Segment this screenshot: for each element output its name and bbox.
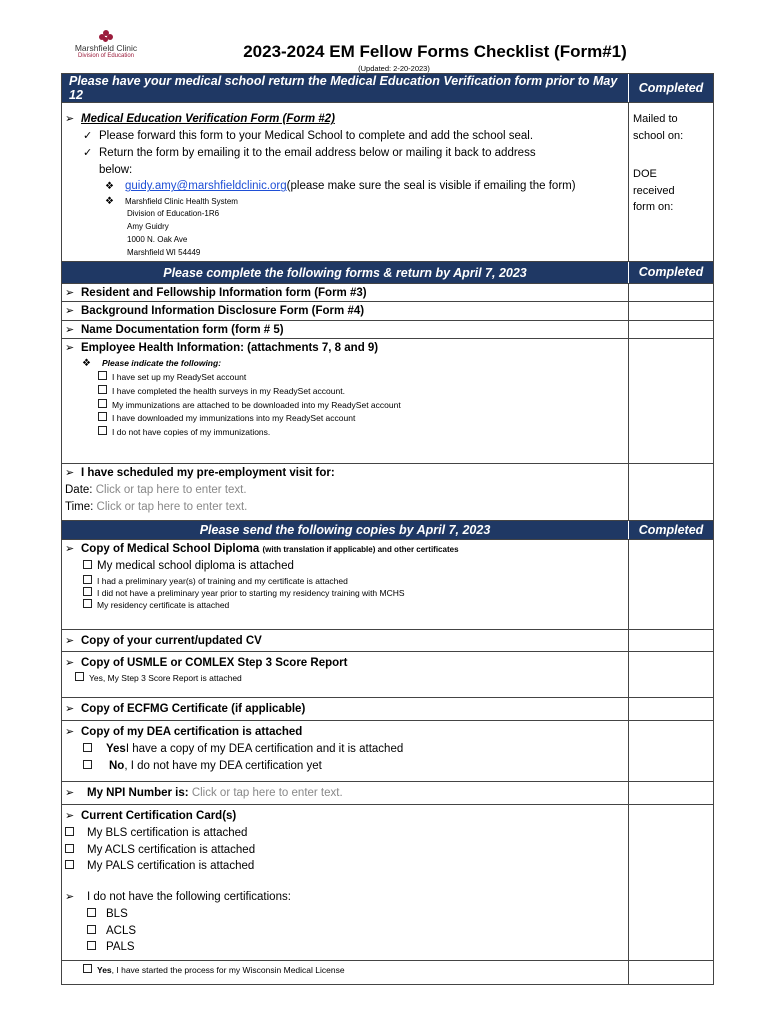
med-ed-form-item: Medical Education Verification Form (Form #2)	[81, 113, 335, 125]
option-label: My BLS certification is attached	[87, 826, 248, 839]
section1-completed: Completed	[638, 80, 704, 95]
cert-label: Current Certification Card(s)	[81, 810, 237, 822]
arrow-icon: ➢	[65, 324, 75, 336]
address-line: 1000 N. Oak Ave	[127, 234, 188, 244]
arrow-icon: ➢	[65, 657, 75, 669]
form4-completed-cell[interactable]	[629, 302, 713, 320]
form5-label: Name Documentation form (form # 5)	[81, 324, 284, 336]
option-label: I have completed the health surveys in my ReadySet account.	[112, 386, 345, 397]
cv-row	[62, 630, 713, 652]
arrow-icon: ➢	[65, 342, 75, 354]
updated-date: (Updated: 2-20-2023)	[358, 64, 430, 73]
doe-received-label: DOE received form on:	[633, 168, 675, 213]
dea-yes-text: I have a copy of my DEA certification and it is attached	[125, 742, 404, 755]
option-label: I do not have copies of my immunizations.	[112, 426, 271, 437]
form5-row	[62, 321, 713, 339]
license-checkbox[interactable]	[83, 964, 92, 973]
cv-completed-cell[interactable]	[629, 630, 713, 651]
usmle-row	[62, 652, 713, 698]
logo-name: Marshfield Clinic	[74, 43, 138, 53]
check2-text-cont: below:	[99, 163, 133, 176]
section3-header	[62, 521, 713, 540]
email-note: (please make sure the seal is visible if emailing the form)	[286, 180, 576, 193]
arrow-icon: ➢	[65, 467, 75, 479]
form4-label: Background Information Disclosure Form (Form #4)	[81, 305, 365, 317]
form3-completed-cell[interactable]	[629, 284, 713, 301]
date-label: Date:	[65, 483, 93, 496]
arrow-icon: ➢	[65, 287, 75, 299]
option-label: My immunizations are attached to be downloaded into my ReadySet account	[112, 399, 401, 410]
page-title: 2023-2024 EM Fellow Forms Checklist (Form#1)	[243, 42, 627, 61]
arrow-icon: ➢	[65, 305, 75, 317]
mailing-address	[65, 208, 625, 259]
time-label: Time:	[65, 500, 94, 513]
arrow-icon: ➢	[65, 543, 75, 555]
option-label: ACLS	[106, 924, 137, 937]
form4-row	[62, 302, 713, 321]
check2-text: Return the form by emailing it to the email address below or mailing it back to address	[99, 146, 536, 159]
ecfmg-row	[62, 698, 713, 721]
diploma-label: Copy of Medical School Diploma	[81, 543, 260, 555]
option-label: I did not have a preliminary year prior to starting my residency training with MCHS	[97, 587, 405, 598]
dea-no-text: , I do not have my DEA certification yet	[124, 759, 322, 772]
npi-completed-cell[interactable]	[629, 782, 713, 804]
certification-completed-cell[interactable]	[629, 805, 713, 960]
residency-certificate-checkbox[interactable]	[83, 599, 92, 608]
ecfmg-completed-cell[interactable]	[629, 698, 713, 720]
diploma-note: (with translation if applicable) and other certificates	[262, 545, 459, 554]
section3-title: Please send the following copies by April 7, 2023	[199, 523, 491, 537]
npi-label: My NPI Number is:	[87, 787, 189, 799]
address-line: Amy Guidry	[127, 221, 169, 231]
immunizations-downloaded-checkbox[interactable]	[98, 412, 107, 421]
address-line: Division of Education-1R6	[127, 209, 220, 219]
logo-division: Division of Education	[77, 53, 135, 60]
no-prelim-checkbox[interactable]	[83, 587, 92, 596]
visit-label: I have scheduled my pre-employment visit for:	[81, 467, 335, 479]
time-input[interactable]: Click or tap here to enter text.	[96, 500, 248, 513]
checkmark-icon: ✓	[83, 146, 93, 159]
form5-completed-cell[interactable]	[629, 321, 713, 338]
license-yes-bold: Yes	[97, 965, 112, 975]
dea-completed-cell[interactable]	[629, 721, 713, 781]
health-label: Employee Health Information: (attachments 7, 8 and 9)	[81, 342, 379, 354]
bls-checkbox[interactable]	[65, 827, 74, 836]
ecfmg-label: Copy of ECFMG Certificate (if applicable)	[81, 703, 306, 715]
no-pals-checkbox[interactable]	[87, 941, 96, 950]
section1-header	[62, 74, 713, 103]
health-completed-cell[interactable]	[629, 339, 713, 463]
diamond-bullet-icon: ❖	[105, 181, 114, 193]
health-row	[62, 339, 713, 464]
option-label: PALS	[106, 941, 135, 954]
license-text: , I have started the process for my Wisconsin Medical License	[111, 965, 345, 975]
arrow-icon: ➢	[65, 635, 75, 647]
arrow-icon: ➢	[65, 703, 75, 715]
diploma-row	[62, 540, 713, 630]
address-line: Marshfield Clinic Health System	[125, 197, 238, 207]
option-label: My PALS certification is attached	[87, 860, 255, 873]
section3-completed: Completed	[638, 522, 704, 537]
no-acls-checkbox[interactable]	[87, 925, 96, 934]
address-line: Marshfield WI 54449	[127, 247, 201, 257]
pals-checkbox[interactable]	[65, 860, 74, 869]
logo-mark-icon	[99, 30, 113, 42]
readyset-setup-checkbox[interactable]	[98, 371, 107, 380]
diamond-bullet-icon: ❖	[82, 357, 91, 369]
date-input[interactable]: Click or tap here to enter text.	[95, 483, 247, 496]
acls-checkbox[interactable]	[65, 844, 74, 853]
usmle-completed-cell[interactable]	[629, 652, 713, 697]
prelim-certificate-checkbox[interactable]	[83, 575, 92, 584]
option-label: BLS	[106, 907, 128, 920]
npi-input[interactable]: Click or tap here to enter text.	[191, 787, 343, 799]
dea-yes-bold: Yes	[106, 742, 126, 755]
visit-completed-cell[interactable]	[629, 464, 713, 520]
usmle-attached-checkbox[interactable]	[75, 672, 84, 681]
checkmark-icon: ✓	[83, 129, 93, 142]
arrow-icon: ➢	[65, 787, 75, 799]
form3-label: Resident and Fellowship Information form (Form #3)	[81, 287, 367, 299]
no-bls-checkbox[interactable]	[87, 908, 96, 917]
no-immunizations-checkbox[interactable]	[98, 426, 107, 435]
dea-no-checkbox[interactable]	[83, 760, 92, 769]
arrow-icon: ➢	[65, 726, 75, 738]
license-completed-cell[interactable]	[629, 961, 713, 984]
option-label: I have downloaded my immunizations into my ReadySet account	[112, 413, 356, 424]
diploma-attached-checkbox[interactable]	[83, 560, 92, 569]
option-label: I have set up my ReadySet account	[112, 372, 247, 383]
diamond-bullet-icon: ❖	[105, 196, 114, 208]
option-label: I had a preliminary year(s) of training and my certificate is attached	[97, 575, 348, 586]
certification-row	[62, 805, 713, 961]
license-row	[62, 961, 713, 984]
dea-no-bold: No	[109, 759, 125, 772]
option-label: My residency certificate is attached	[97, 600, 230, 611]
immunizations-attached-checkbox[interactable]	[98, 399, 107, 408]
email-link[interactable]: guidy.amy@marshfieldclinic.org	[125, 180, 287, 193]
section1-body	[62, 103, 713, 262]
section2-header	[62, 262, 713, 284]
option-label: Yes, My Step 3 Score Report is attached	[89, 672, 242, 683]
arrow-icon: ➢	[65, 113, 75, 125]
indicate-label: Please indicate the following:	[102, 357, 222, 368]
cv-label: Copy of your current/updated CV	[81, 635, 262, 647]
section2-title: Please complete the following forms & return by April 7, 2023	[163, 265, 527, 280]
npi-row	[62, 782, 713, 805]
diploma-completed-cell[interactable]	[629, 540, 713, 629]
section2-completed: Completed	[638, 265, 704, 280]
dea-yes-checkbox[interactable]	[83, 743, 92, 752]
mailed-to-school-label: Mailed to school on:	[633, 113, 684, 142]
arrow-icon: ➢	[65, 890, 75, 903]
dea-label: Copy of my DEA certification is attached	[81, 726, 303, 738]
usmle-label: Copy of USMLE or COMLEX Step 3 Score Report	[81, 657, 348, 669]
check1-text: Please forward this form to your Medical School to complete and add the school seal.	[99, 129, 534, 142]
health-surveys-checkbox[interactable]	[98, 385, 107, 394]
section1-title: Please have your medical school return the Medical Education Verification form prior to May 12	[69, 74, 618, 102]
option-label: My medical school diploma is attached	[97, 559, 294, 572]
form3-row	[62, 284, 713, 302]
option-label: My ACLS certification is attached	[87, 843, 256, 856]
visit-row	[62, 464, 713, 521]
dea-row	[62, 721, 713, 782]
checklist-table	[61, 73, 714, 985]
nocert-label: I do not have the following certifications:	[87, 890, 291, 903]
arrow-icon: ➢	[65, 810, 75, 822]
